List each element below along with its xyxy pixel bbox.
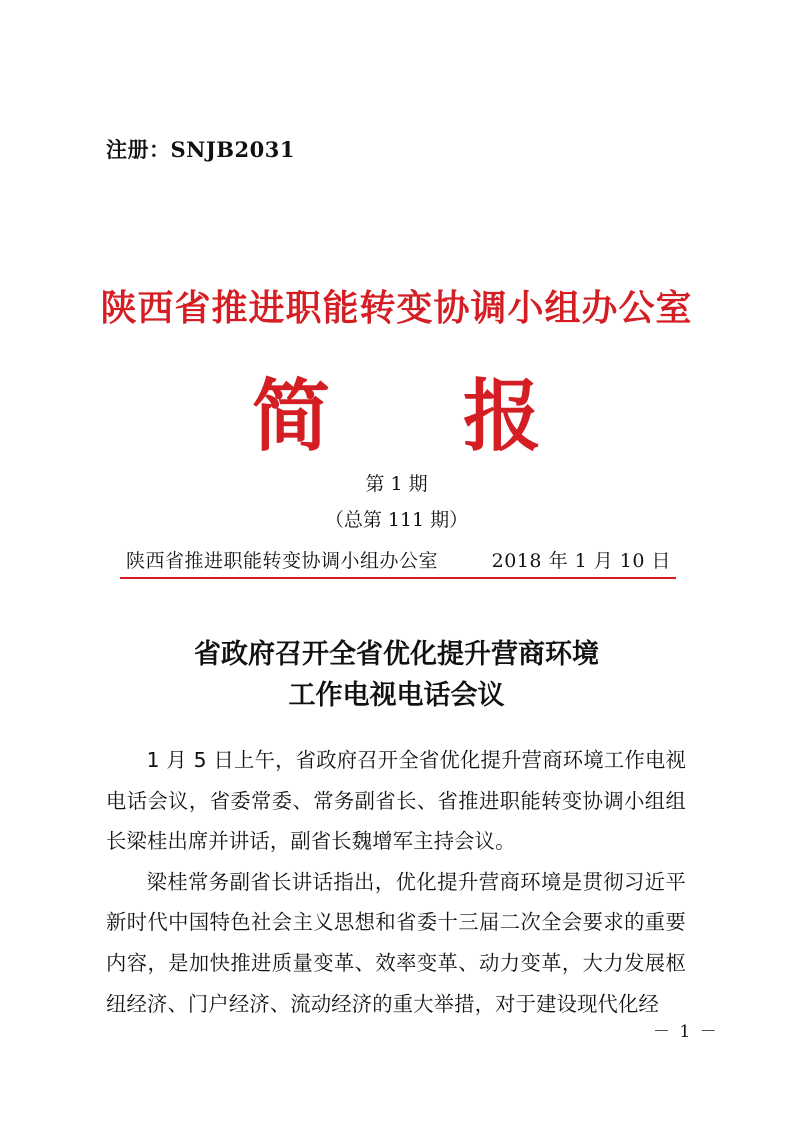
issuer-date-row [126, 546, 671, 573]
article-paragraph: 1 月 5 日上午，省政府召开全省优化提升营商环境工作电视电话会议，省委常委、常务副省长、省推进职能转变协调小组组长梁桂出席并讲话，副省长魏增军主持会议。 [106, 748, 686, 854]
issue-total: （总第 111 期） [324, 509, 469, 531]
masthead-brief-char-2: 报 [463, 372, 542, 462]
page-number: － 1 － [653, 1022, 719, 1042]
article-title-line-1: 省政府召开全省优化提升营商环境 [194, 639, 599, 670]
masthead-brief-char-1: 简 [252, 372, 331, 462]
issuer-name: 陕西省推进职能转变协调小组办公室 [126, 550, 439, 572]
masthead-org-title: 陕西省推进职能转变协调小组办公室 [100, 288, 693, 329]
article-body [106, 740, 686, 1024]
article-title-line-2: 工作电视电话会议 [288, 680, 505, 711]
issue-date: 2018 年 1 月 10 日 [491, 550, 671, 572]
red-divider [120, 577, 676, 579]
registration-number: 注册：SNJB2031 [106, 137, 295, 162]
issue-number: 第 1 期 [365, 473, 428, 495]
article-paragraph: 梁桂常务副省长讲话指出，优化提升营商环境是贯彻习近平新时代中国特色社会主义思想和省委十三届二次全会要求的重要内容，是加快推进质量变革、效率变革、动力变革，大力发展枢纽经济、门户经济、流动经济的重大举措，对于建设现代化经 [106, 869, 686, 1016]
